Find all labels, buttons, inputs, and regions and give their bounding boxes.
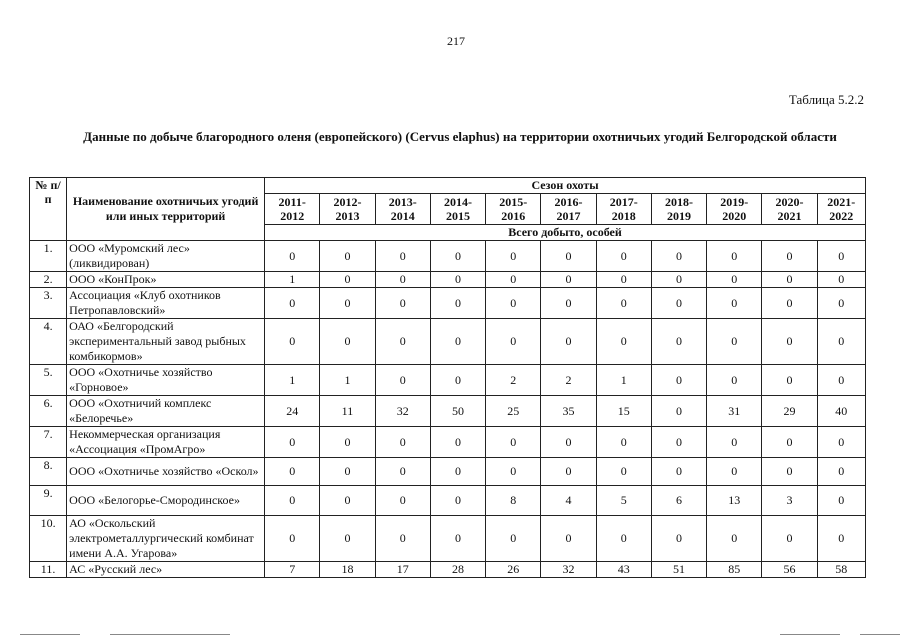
header-season-year — [430, 194, 485, 225]
page-number: 217 — [447, 34, 465, 48]
row-value: 0 — [375, 516, 430, 562]
row-number: 3. — [30, 288, 67, 319]
header-total: Всего добыто, особей — [265, 225, 866, 241]
row-value: 0 — [320, 458, 375, 486]
row-value: 17 — [375, 562, 430, 578]
season-start: 2017- — [609, 195, 638, 209]
row-territory-name: ООО «Охотничье хозяйство «Горновое» — [67, 365, 265, 396]
row-value: 25 — [486, 396, 541, 427]
row-value: 0 — [430, 427, 485, 458]
row-territory-name: Некоммерческая организация «Ассоциация «ПромАгро» — [67, 427, 265, 458]
row-value: 0 — [375, 241, 430, 272]
row-territory-name: Ассоциация «Клуб охотников Петропавловский» — [67, 288, 265, 319]
row-value: 0 — [486, 458, 541, 486]
row-value: 0 — [651, 272, 706, 288]
table-body — [30, 241, 866, 578]
row-value: 0 — [596, 272, 651, 288]
row-value: 0 — [541, 516, 596, 562]
table-row — [30, 562, 866, 578]
header-name: Наименование охотничьих угодий или иных территорий — [67, 178, 265, 241]
season-start: 2021- — [827, 195, 856, 209]
row-value: 0 — [486, 319, 541, 365]
season-end: 2014 — [390, 209, 415, 223]
row-value: 0 — [541, 272, 596, 288]
row-value: 0 — [320, 288, 375, 319]
row-value: 50 — [430, 396, 485, 427]
row-value: 0 — [320, 486, 375, 516]
row-value: 0 — [320, 427, 375, 458]
header-season-year — [541, 194, 596, 225]
row-value: 43 — [596, 562, 651, 578]
row-value: 0 — [320, 272, 375, 288]
row-number: 10. — [30, 516, 67, 562]
row-value: 2 — [541, 365, 596, 396]
row-value: 18 — [320, 562, 375, 578]
harvest-table — [29, 177, 866, 578]
row-value: 0 — [707, 319, 762, 365]
row-value: 15 — [596, 396, 651, 427]
row-territory-name: ООО «Охотничье хозяйство «Оскол» — [67, 458, 265, 486]
row-value: 0 — [430, 486, 485, 516]
row-value: 0 — [596, 241, 651, 272]
row-value: 0 — [762, 241, 817, 272]
row-value: 4 — [541, 486, 596, 516]
row-value: 58 — [817, 562, 865, 578]
header-season-year — [320, 194, 375, 225]
row-value: 0 — [707, 241, 762, 272]
row-value: 0 — [541, 458, 596, 486]
row-value: 0 — [430, 241, 485, 272]
row-value: 2 — [486, 365, 541, 396]
table-row — [30, 365, 866, 396]
table-row — [30, 241, 866, 272]
header-season-year — [375, 194, 430, 225]
season-start: 2012- — [333, 195, 362, 209]
row-value: 32 — [541, 562, 596, 578]
season-start: 2018- — [664, 195, 693, 209]
row-value: 0 — [817, 458, 865, 486]
row-value: 0 — [375, 427, 430, 458]
row-territory-name: ООО «КонПрок» — [67, 272, 265, 288]
row-value: 0 — [817, 516, 865, 562]
row-territory-name: АС «Русский лес» — [67, 562, 265, 578]
row-value: 11 — [320, 396, 375, 427]
row-value: 0 — [651, 319, 706, 365]
row-value: 0 — [596, 319, 651, 365]
row-value: 8 — [486, 486, 541, 516]
header-season-year — [651, 194, 706, 225]
row-value: 0 — [817, 288, 865, 319]
row-value: 1 — [265, 365, 320, 396]
row-value: 0 — [486, 288, 541, 319]
row-value: 0 — [817, 319, 865, 365]
row-value: 0 — [541, 427, 596, 458]
row-value: 0 — [651, 427, 706, 458]
row-value: 0 — [430, 365, 485, 396]
row-value: 0 — [651, 516, 706, 562]
row-value: 0 — [430, 516, 485, 562]
row-value: 51 — [651, 562, 706, 578]
row-value: 0 — [651, 365, 706, 396]
footer-scan-marks — [0, 632, 912, 640]
row-value: 0 — [541, 319, 596, 365]
row-value: 0 — [430, 319, 485, 365]
header-season-year — [486, 194, 541, 225]
season-end: 2018 — [611, 209, 636, 223]
season-start: 2015- — [499, 195, 528, 209]
row-value: 0 — [541, 288, 596, 319]
row-value: 0 — [541, 241, 596, 272]
table-row — [30, 486, 866, 516]
row-value: 0 — [817, 365, 865, 396]
row-value: 28 — [430, 562, 485, 578]
row-number: 4. — [30, 319, 67, 365]
row-value: 0 — [265, 241, 320, 272]
row-value: 0 — [375, 272, 430, 288]
row-value: 0 — [265, 458, 320, 486]
row-number: 6. — [30, 396, 67, 427]
season-end: 2020 — [722, 209, 747, 223]
row-value: 0 — [596, 458, 651, 486]
row-value: 0 — [762, 365, 817, 396]
season-end: 2021 — [777, 209, 802, 223]
header-season-year — [762, 194, 817, 225]
row-number: 11. — [30, 562, 67, 578]
row-value: 0 — [265, 516, 320, 562]
season-end: 2013 — [335, 209, 360, 223]
row-value: 13 — [707, 486, 762, 516]
row-value: 0 — [265, 319, 320, 365]
season-start: 2019- — [720, 195, 749, 209]
season-end: 2022 — [829, 209, 854, 223]
row-value: 85 — [707, 562, 762, 578]
table-caption: Таблица 5.2.2 — [788, 92, 864, 107]
row-territory-name: АО «Оскольский электрометаллургический комбинат имени А.А. Угарова» — [67, 516, 265, 562]
table-row — [30, 516, 866, 562]
row-value: 0 — [320, 516, 375, 562]
row-value: 0 — [707, 272, 762, 288]
row-value: 0 — [265, 288, 320, 319]
row-value: 0 — [375, 288, 430, 319]
row-value: 29 — [762, 396, 817, 427]
row-value: 0 — [596, 288, 651, 319]
table-row — [30, 272, 866, 288]
row-value: 56 — [762, 562, 817, 578]
season-start: 2016- — [554, 195, 583, 209]
row-territory-name: ООО «Муромский лес» (ликвидирован) — [67, 241, 265, 272]
row-value: 0 — [265, 486, 320, 516]
row-value: 3 — [762, 486, 817, 516]
row-value: 0 — [707, 427, 762, 458]
season-end: 2015 — [445, 209, 470, 223]
row-number: 5. — [30, 365, 67, 396]
header-num: № п/п — [30, 178, 67, 241]
row-value: 40 — [817, 396, 865, 427]
season-start: 2020- — [775, 195, 804, 209]
table-row — [30, 319, 866, 365]
row-value: 0 — [707, 365, 762, 396]
season-start: 2011- — [278, 195, 306, 209]
row-number: 7. — [30, 427, 67, 458]
row-number: 9. — [30, 486, 67, 516]
row-number: 1. — [30, 241, 67, 272]
row-value: 1 — [320, 365, 375, 396]
row-value: 31 — [707, 396, 762, 427]
row-value: 0 — [651, 396, 706, 427]
row-value: 26 — [486, 562, 541, 578]
season-start: 2014- — [443, 195, 472, 209]
row-value: 0 — [375, 365, 430, 396]
row-value: 1 — [265, 272, 320, 288]
row-value: 0 — [762, 427, 817, 458]
row-value: 0 — [651, 288, 706, 319]
row-territory-name: ООО «Белогорье-Смородинское» — [67, 486, 265, 516]
row-value: 6 — [651, 486, 706, 516]
row-value: 0 — [817, 241, 865, 272]
row-value: 0 — [596, 427, 651, 458]
row-value: 0 — [762, 458, 817, 486]
row-value: 0 — [817, 486, 865, 516]
header-season-year — [265, 194, 320, 225]
row-value: 0 — [430, 458, 485, 486]
row-territory-name: ООО «Охотничий комплекс «Белоречье» — [67, 396, 265, 427]
row-value: 0 — [486, 241, 541, 272]
row-number: 8. — [30, 458, 67, 486]
row-value: 0 — [762, 319, 817, 365]
row-territory-name: ОАО «Белгородский экспериментальный завод рыбных комбикормов» — [67, 319, 265, 365]
table-row — [30, 427, 866, 458]
season-end: 2019 — [666, 209, 691, 223]
table-row — [30, 396, 866, 427]
row-value: 24 — [265, 396, 320, 427]
header-season-year — [596, 194, 651, 225]
row-value: 7 — [265, 562, 320, 578]
row-value: 1 — [596, 365, 651, 396]
row-value: 0 — [762, 288, 817, 319]
season-end: 2016 — [501, 209, 526, 223]
season-end: 2017 — [556, 209, 581, 223]
row-value: 0 — [486, 427, 541, 458]
table-row — [30, 458, 866, 486]
row-number: 2. — [30, 272, 67, 288]
row-value: 0 — [707, 516, 762, 562]
row-value: 5 — [596, 486, 651, 516]
row-value: 0 — [486, 272, 541, 288]
document-title: Данные по добыче благородного оленя (европейского) (Cervus elaphus) на территории охотничьих угодий Белгородской области — [83, 129, 837, 144]
row-value: 0 — [375, 458, 430, 486]
row-value: 0 — [707, 458, 762, 486]
row-value: 0 — [651, 241, 706, 272]
row-value: 0 — [762, 272, 817, 288]
row-value: 0 — [707, 288, 762, 319]
row-value: 0 — [596, 516, 651, 562]
row-value: 0 — [375, 486, 430, 516]
row-value: 0 — [486, 516, 541, 562]
season-end: 2012 — [280, 209, 305, 223]
row-value: 0 — [375, 319, 430, 365]
row-value: 0 — [320, 319, 375, 365]
row-value: 32 — [375, 396, 430, 427]
header-row-season — [30, 178, 866, 194]
row-value: 0 — [430, 272, 485, 288]
row-value: 0 — [430, 288, 485, 319]
row-value: 0 — [762, 516, 817, 562]
table-header — [30, 178, 866, 241]
table-row — [30, 288, 866, 319]
row-value: 0 — [817, 272, 865, 288]
row-value: 0 — [817, 427, 865, 458]
header-season-year — [707, 194, 762, 225]
row-value: 35 — [541, 396, 596, 427]
row-value: 0 — [265, 427, 320, 458]
season-start: 2013- — [388, 195, 417, 209]
header-season: Сезон охоты — [265, 178, 866, 194]
row-value: 0 — [320, 241, 375, 272]
header-season-year — [817, 194, 865, 225]
row-value: 0 — [651, 458, 706, 486]
